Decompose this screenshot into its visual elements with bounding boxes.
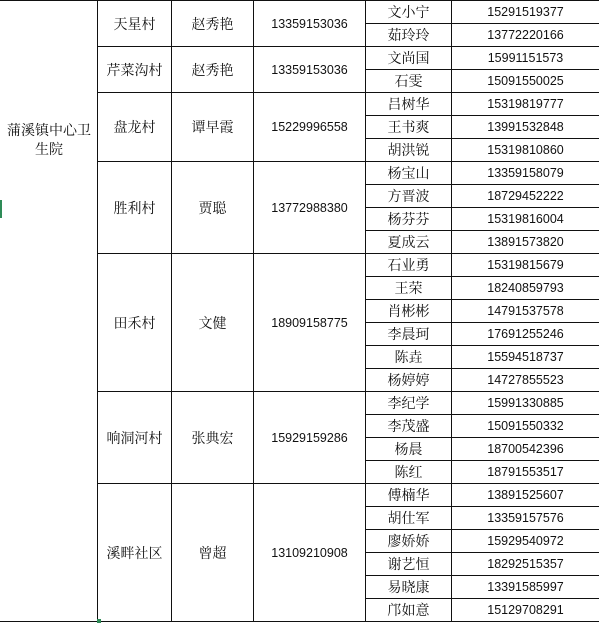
table-body <box>1 1 599 622</box>
responsible-person-cell: 赵秀艳 <box>172 47 254 93</box>
member-name-cell: 陈垚 <box>366 346 452 369</box>
member-name-cell: 吕树华 <box>366 93 452 116</box>
responsible-phone-cell: 13359153036 <box>254 1 366 47</box>
member-name-cell: 李茂盛 <box>366 415 452 438</box>
member-name-cell: 谢艺恒 <box>366 553 452 576</box>
responsible-person-cell: 文健 <box>172 254 254 392</box>
member-phone-cell: 13891573820 <box>452 231 599 254</box>
member-phone-cell: 13359158079 <box>452 162 599 185</box>
village-cell: 盘龙村 <box>98 93 172 162</box>
member-phone-cell: 15319819777 <box>452 93 599 116</box>
member-phone-cell: 15594518737 <box>452 346 599 369</box>
responsible-person-cell: 贾聪 <box>172 162 254 254</box>
responsible-person-cell: 赵秀艳 <box>172 1 254 47</box>
member-name-cell: 杨宝山 <box>366 162 452 185</box>
responsible-phone-cell: 13359153036 <box>254 47 366 93</box>
member-name-cell: 杨晨 <box>366 438 452 461</box>
member-phone-cell: 15129708291 <box>452 599 599 622</box>
member-name-cell: 易晓康 <box>366 576 452 599</box>
member-name-cell: 肖彬彬 <box>366 300 452 323</box>
member-name-cell: 邝如意 <box>366 599 452 622</box>
village-cell: 天星村 <box>98 1 172 47</box>
responsible-phone-cell: 18909158775 <box>254 254 366 392</box>
member-phone-cell: 18240859793 <box>452 277 599 300</box>
member-phone-cell: 15929540972 <box>452 530 599 553</box>
member-phone-cell: 15091550332 <box>452 415 599 438</box>
member-name-cell: 陈红 <box>366 461 452 484</box>
member-phone-cell: 15319810860 <box>452 139 599 162</box>
member-phone-cell: 15091550025 <box>452 70 599 93</box>
member-phone-cell: 13891525607 <box>452 484 599 507</box>
member-name-cell: 文尚国 <box>366 47 452 70</box>
member-name-cell: 李纪学 <box>366 392 452 415</box>
responsible-person-cell: 曾超 <box>172 484 254 622</box>
member-phone-cell: 15991151573 <box>452 47 599 70</box>
responsible-phone-cell: 15229996558 <box>254 93 366 162</box>
member-phone-cell: 15319815679 <box>452 254 599 277</box>
table-row <box>1 1 599 24</box>
member-name-cell: 杨婷婷 <box>366 369 452 392</box>
member-phone-cell: 13391585997 <box>452 576 599 599</box>
village-cell: 芹菜沟村 <box>98 47 172 93</box>
member-phone-cell: 15291519377 <box>452 1 599 24</box>
responsible-phone-cell: 13109210908 <box>254 484 366 622</box>
responsible-phone-cell: 15929159286 <box>254 392 366 484</box>
member-phone-cell: 13359157576 <box>452 507 599 530</box>
member-name-cell: 胡洪锐 <box>366 139 452 162</box>
member-name-cell: 方晋波 <box>366 185 452 208</box>
member-phone-cell: 18729452222 <box>452 185 599 208</box>
member-phone-cell: 14791537578 <box>452 300 599 323</box>
responsible-phone-cell: 13772988380 <box>254 162 366 254</box>
member-phone-cell: 15991330885 <box>452 392 599 415</box>
member-phone-cell: 17691255246 <box>452 323 599 346</box>
responsible-person-cell: 谭早霞 <box>172 93 254 162</box>
member-name-cell: 文小宁 <box>366 1 452 24</box>
village-cell: 响洞河村 <box>98 392 172 484</box>
village-cell: 溪畔社区 <box>98 484 172 622</box>
member-name-cell: 石雯 <box>366 70 452 93</box>
member-name-cell: 廖娇娇 <box>366 530 452 553</box>
member-name-cell: 茹玲玲 <box>366 24 452 47</box>
sheet-corner-marker <box>97 619 101 623</box>
member-phone-cell: 13991532848 <box>452 116 599 139</box>
village-cell: 胜利村 <box>98 162 172 254</box>
hospital-name-cell: 蒲溪镇中心卫生院 <box>1 1 98 622</box>
member-phone-cell: 13772220166 <box>452 24 599 47</box>
member-phone-cell: 18700542396 <box>452 438 599 461</box>
member-name-cell: 胡仕军 <box>366 507 452 530</box>
member-name-cell: 傅楠华 <box>366 484 452 507</box>
member-name-cell: 杨芬芬 <box>366 208 452 231</box>
member-phone-cell: 14727855523 <box>452 369 599 392</box>
member-phone-cell: 18791553517 <box>452 461 599 484</box>
member-name-cell: 王荣 <box>366 277 452 300</box>
member-phone-cell: 18292515357 <box>452 553 599 576</box>
sheet-edge-marker <box>0 200 2 218</box>
member-name-cell: 李晨珂 <box>366 323 452 346</box>
member-name-cell: 夏成云 <box>366 231 452 254</box>
member-name-cell: 石业勇 <box>366 254 452 277</box>
member-phone-cell: 15319816004 <box>452 208 599 231</box>
village-cell: 田禾村 <box>98 254 172 392</box>
member-name-cell: 王书爽 <box>366 116 452 139</box>
responsible-person-cell: 张典宏 <box>172 392 254 484</box>
